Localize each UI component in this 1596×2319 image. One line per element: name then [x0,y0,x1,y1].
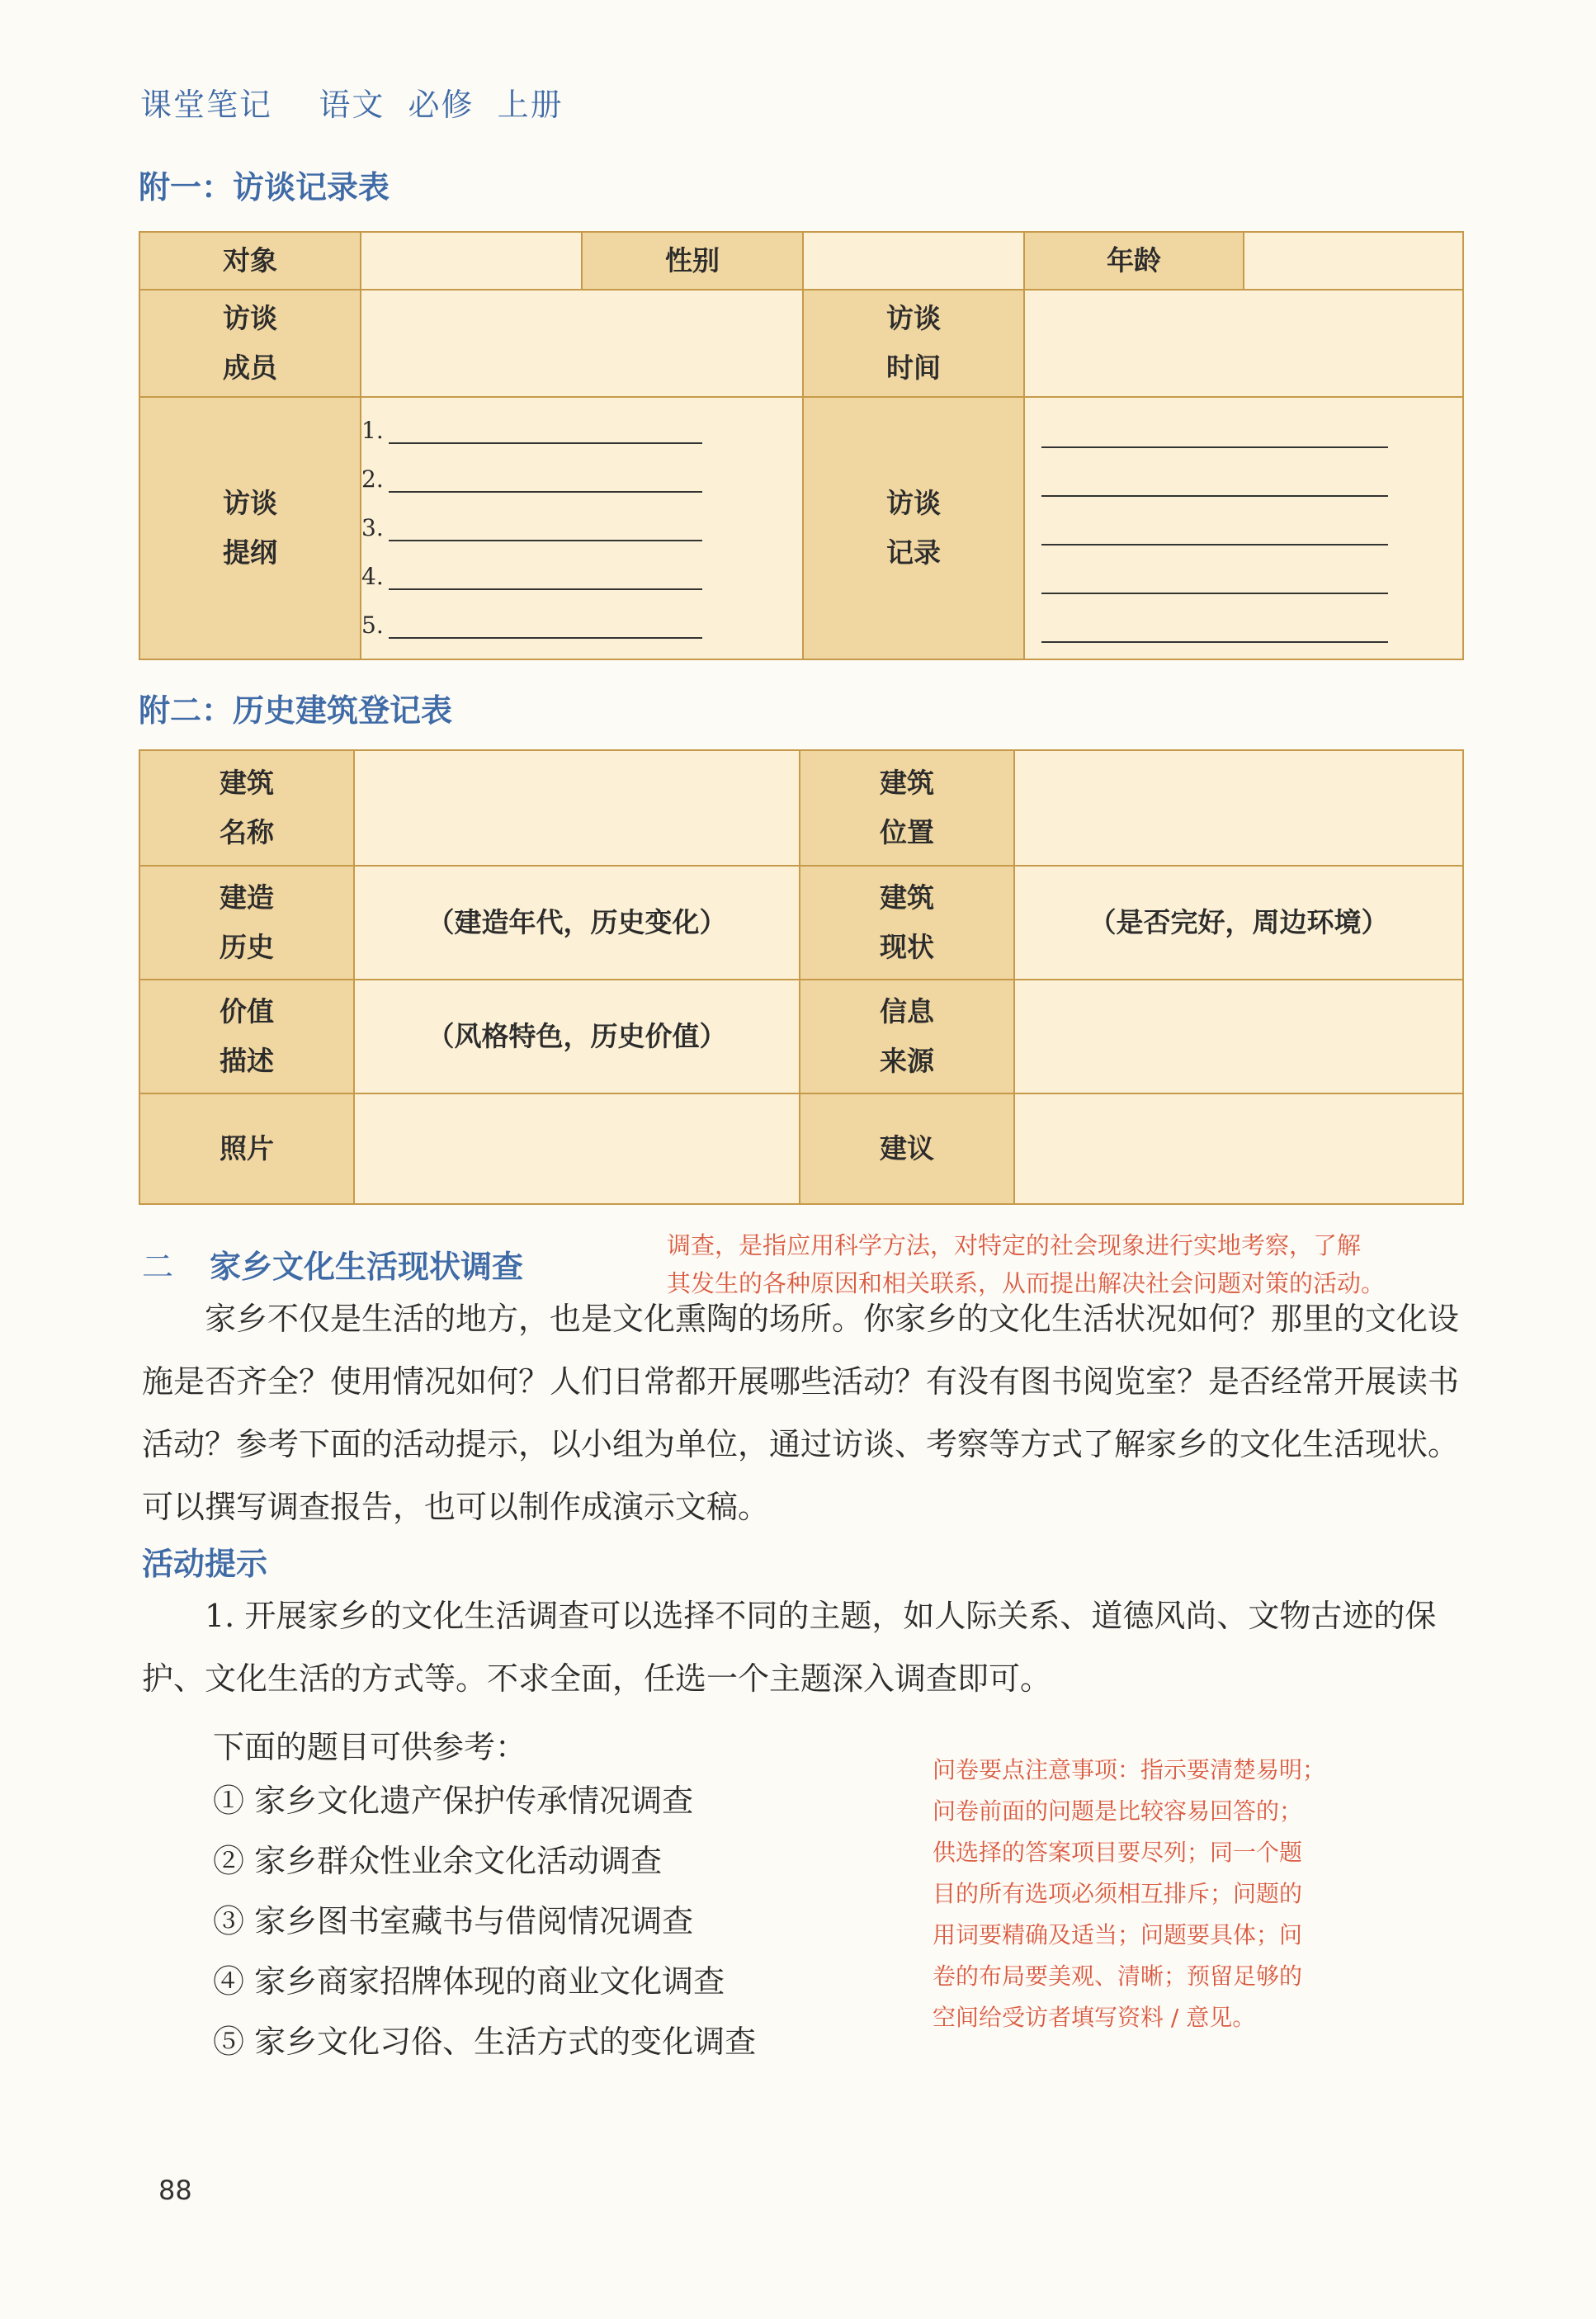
topic-list [213,1771,756,2072]
time-label-line2: 时间 [886,352,941,384]
suggestion-field[interactable] [1014,1093,1463,1204]
note-line: 空间给受访者填写资料 / 意见。 [933,2004,1256,2031]
underline [389,588,702,590]
note-line: 问卷前面的问题是比较容易回答的； [933,1797,1303,1825]
note-line: 卷的布局要美观、清晰；预留足够的 [933,1962,1303,1990]
gender-label: 性别 [582,232,803,290]
note-line: 调查，是指应用科学方法，对特定的社会现象进行实地考察，了解 [667,1231,1362,1259]
tips-item1: 1. 开展家乡的文化生活调查可以选择不同的主题，如人际关系、道德风尚、文物古迹的保护、文化生活的方式等。不求全面，任选一个主题深入调查即可。 [142,1598,1437,1697]
photo-field[interactable] [354,1093,800,1204]
label-line1: 建筑 [880,881,934,914]
outline-number: 5. [361,611,384,639]
underline [389,637,702,639]
subject-field[interactable] [361,232,582,290]
label-line2: 来源 [880,1045,934,1077]
time-field[interactable] [1024,290,1463,397]
construction-history-label [139,866,354,980]
record-line[interactable] [1041,399,1388,448]
label-line2: 描述 [220,1045,274,1077]
tips-intro: 下面的题目可供参考： [213,1729,527,1765]
section2-heading [142,1241,523,1287]
note-line: 供选择的答案项目要尽列；同一个题 [933,1839,1303,1866]
appendix2-title: 附二：历史建筑登记表 [139,692,453,729]
section2-paragraph: 家乡不仅是生活的地方，也是文化熏陶的场所。你家乡的文化生活状况如何？那里的文化设施是否齐全？使用情况如何？人们日常都开展哪些活动？有没有图书阅览室？是否经常开展读书活动？参考下面的活动提示，以小组为单位，通过访谈、考察等方式了解家乡的文化生活现状。可以撰写调查报告，也可以制作成演示文稿。 [142,1301,1460,1525]
note-line: 问卷要点注意事项：指示要清楚易明； [933,1756,1326,1783]
note-line: 用词要精确及适当；问题要具体；问 [933,1921,1303,1948]
info-source-label [800,980,1014,1093]
photo-label: 照片 [139,1093,354,1204]
label-line2: 名称 [220,816,274,848]
section2-body [142,1287,1466,1538]
age-label: 年龄 [1024,232,1244,290]
underline [389,540,702,541]
outline-label-line1: 访谈 [223,487,277,519]
underline [389,442,702,444]
info-source-field[interactable] [1014,980,1463,1093]
building-status-field[interactable]: （是否完好，周边环境） [1014,866,1463,980]
outline-line[interactable] [361,456,802,504]
label-line2: 现状 [880,931,934,963]
interview-record-table [139,231,1464,660]
time-label-line1: 访谈 [886,302,941,334]
book-name: 课堂笔记 [140,87,273,123]
record-line[interactable] [1041,594,1388,643]
outline-number: 4. [361,562,384,590]
construction-history-field[interactable]: （建造年代，历史变化） [354,866,800,980]
outline-line[interactable] [361,407,802,456]
time-label [803,290,1024,397]
outline-field[interactable] [361,397,803,659]
note-line: 目的所有选项必须相互排斥；问题的 [933,1880,1303,1907]
building-status-label [800,866,1014,980]
topic-item: ④ 家乡商家招牌体现的商业文化调查 [213,1963,725,2000]
record-line[interactable] [1041,546,1388,594]
outline-line[interactable] [361,504,802,553]
topic-item: ① 家乡文化遗产保护传承情况调查 [213,1783,694,1819]
subject-label: 对象 [139,232,361,290]
outline-number: 2. [361,465,384,493]
building-name-label [139,750,354,866]
value-description-label [139,980,354,1093]
series-name: 语文 必修 上册 [319,87,564,123]
record-label-line1: 访谈 [886,487,941,519]
section2-title: 家乡文化生活现状调查 [210,1248,524,1285]
note-line: 其发生的各种原因和相关联系，从而提出解决社会问题对策的活动。 [667,1269,1386,1297]
building-name-field[interactable] [354,750,800,866]
label-line2: 历史 [220,931,274,963]
outline-number: 3. [361,513,384,541]
outline-number: 1. [361,416,384,444]
underline [389,491,702,493]
value-description-field[interactable]: （风格特色，历史价值） [354,980,800,1093]
record-line[interactable] [1041,497,1388,546]
page-header [140,79,564,125]
label-line2: 位置 [880,816,934,848]
gender-field[interactable] [803,232,1024,290]
members-label [139,290,361,397]
topic-item: ② 家乡群众性业余文化活动调查 [213,1843,663,1879]
outline-line[interactable] [361,553,802,602]
members-label-line2: 成员 [223,352,277,384]
historic-building-table [139,749,1464,1205]
tips-item1-block [142,1585,1466,1710]
label-line1: 信息 [880,995,934,1027]
outline-line[interactable] [361,602,802,650]
label-line1: 价值 [220,995,274,1027]
members-label-line1: 访谈 [223,302,277,334]
label-line1: 建筑 [880,767,934,799]
record-field[interactable] [1024,397,1463,659]
section2-number: 二 [142,1249,174,1285]
outline-label-line2: 提纲 [223,536,277,569]
label-line1: 建造 [220,881,274,914]
topic-item: ⑤ 家乡文化习俗、生活方式的变化调查 [213,2024,757,2060]
age-field[interactable] [1244,232,1463,290]
building-location-label [800,750,1014,866]
building-location-field[interactable] [1014,750,1463,866]
tips-title: 活动提示 [142,1545,268,1582]
appendix1-title: 附一：访谈记录表 [139,168,390,205]
page-number: 88 [158,2175,192,2206]
topic-item: ③ 家乡图书室藏书与借阅情况调查 [213,1903,694,1939]
record-label-line2: 记录 [886,536,941,569]
members-field[interactable] [361,290,803,397]
suggestion-label: 建议 [800,1093,1014,1204]
outline-label [139,397,361,659]
record-label [803,397,1024,659]
record-line[interactable] [1041,448,1388,497]
questionnaire-note [933,1750,1325,2038]
label-line1: 建筑 [220,767,274,799]
